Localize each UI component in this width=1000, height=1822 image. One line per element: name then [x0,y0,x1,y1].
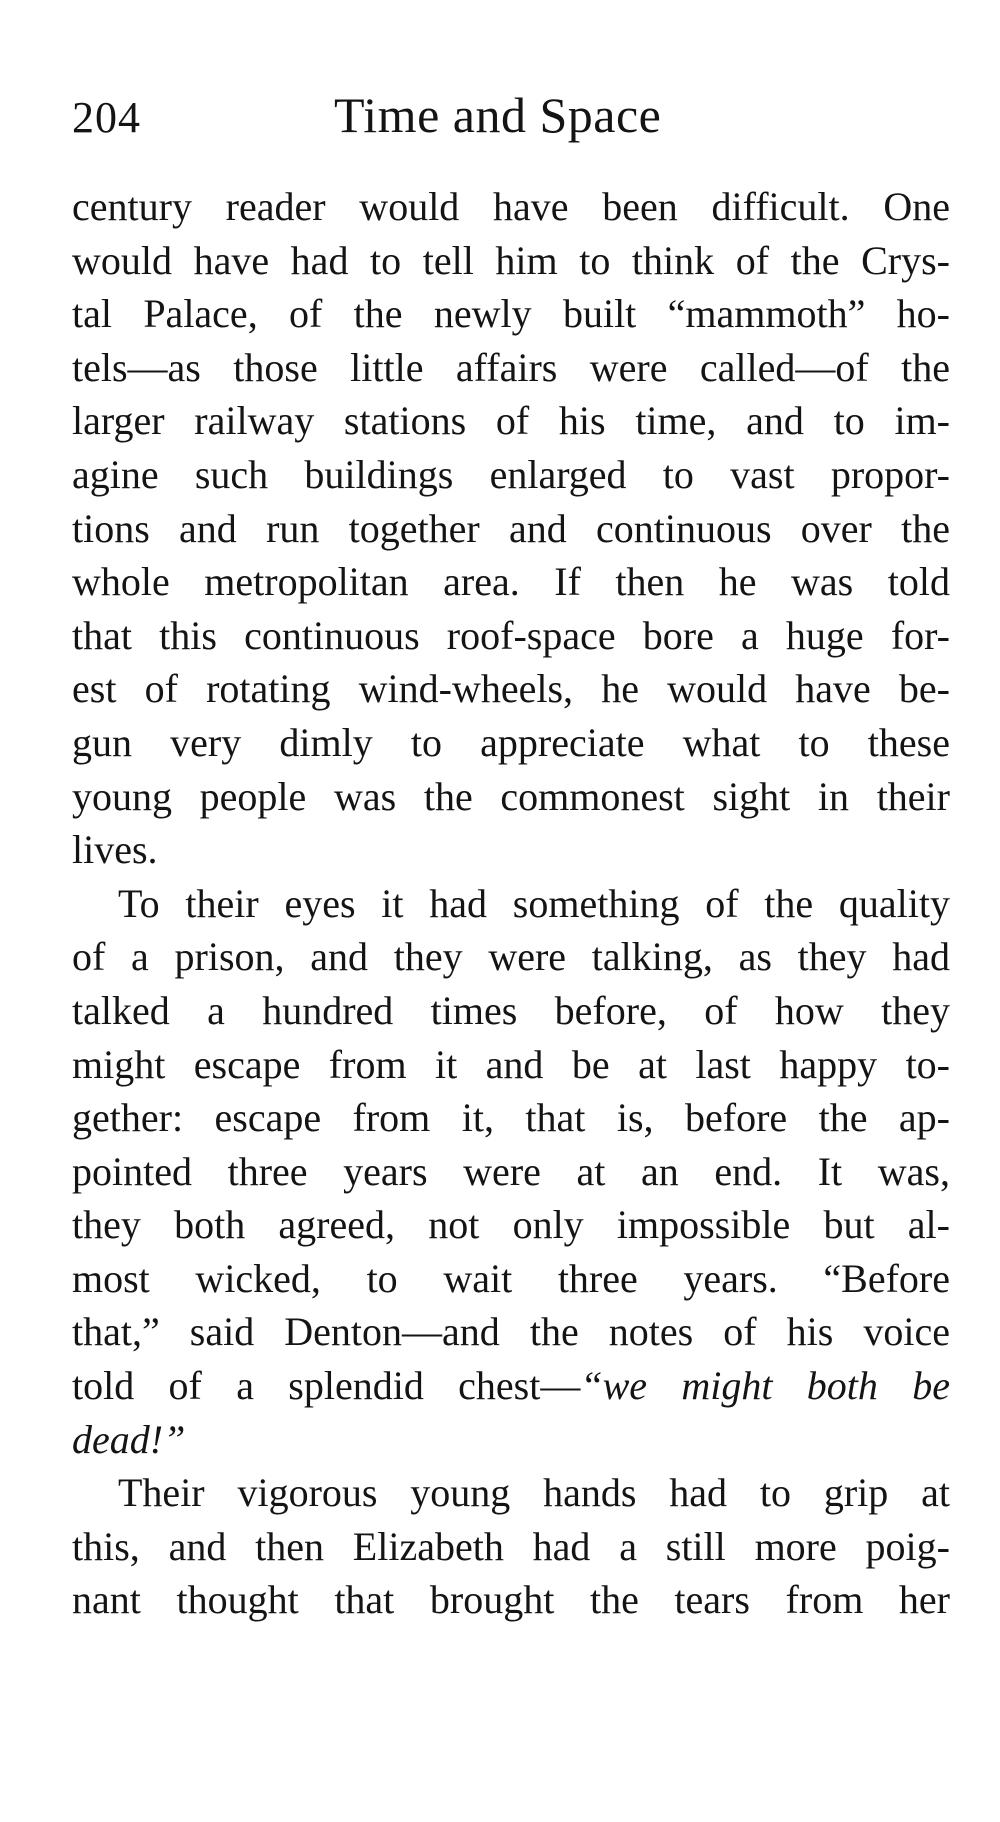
italic-run: “we might both be [580,1363,950,1409]
page-number: 204 [72,93,141,142]
text-line: might escape from it and be at last happy to- [72,1041,950,1087]
text-line: tal Palace, of the newly built “mammoth” ho- [72,291,950,337]
text-line: pointed three years were at an end. It was, [72,1148,950,1194]
text-line: tions and run together and continuous over the [72,505,950,551]
text-line-italic [72,1413,950,1467]
text-line: nant thought that brought the tears from her [72,1577,950,1623]
text-line: gun very dimly to appreciate what to these [72,719,950,765]
text-line: that,” said Denton—and the notes of his voice [72,1309,950,1355]
page-header [72,86,952,146]
text-line: this, and then Elizabeth had a still more poig- [72,1523,950,1569]
text-line: To their eyes it had something of the quality [118,880,950,926]
text-line: gether: escape from it, that is, before the ap- [72,1095,950,1141]
text-line: young people was the commonest sight in their [72,773,950,819]
text-line: would have had to tell him to think of the Crys- [72,237,950,283]
text-line: larger railway stations of his time, and to im- [72,398,950,444]
text-line: talked a hundred times before, of how they [72,987,950,1033]
text-line: est of rotating wind-wheels, he would have be- [72,666,950,712]
text-line: lives. [72,827,158,873]
text-line: of a prison, and they were talking, as they had [72,934,950,980]
text-line: that this continuous roof-space bore a huge for- [72,612,950,658]
italic-run: dead!” [72,1416,186,1462]
text-line: Their vigorous young hands had to grip at [118,1470,950,1516]
paragraph-1 [72,180,950,877]
running-title: Time and Space [334,87,662,143]
roman-run: told of a splendid chest— [72,1363,581,1409]
text-line: they both agreed, not only impossible but al- [72,1202,950,1248]
text-line-mixed [72,1359,950,1413]
text-line: whole metropolitan area. If then he was told [72,559,950,605]
text-line: most wicked, to wait three years. “Before [72,1255,950,1301]
text-line: agine such buildings enlarged to vast propor- [72,451,950,497]
body-text [72,180,950,1627]
paragraph-3 [72,1466,950,1627]
paragraph-2 [72,877,950,1467]
text-line: century reader would have been difficult. One [72,184,950,229]
text-line: tels—as those little affairs were called—of the [72,344,950,390]
